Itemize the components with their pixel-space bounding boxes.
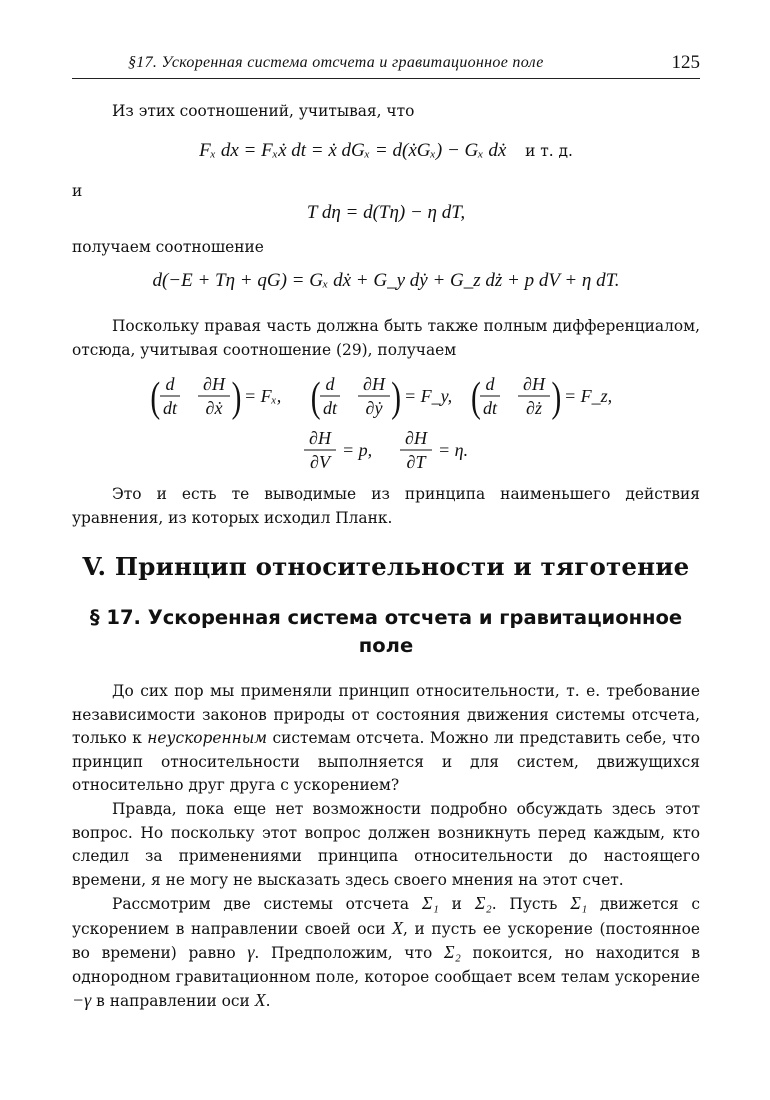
rhs-fz: = F_z,	[564, 386, 613, 406]
partial-ydot: ∂ẏ	[365, 398, 383, 418]
section-title: § 17. Ускоренная система отсчета и гравитационное поле	[89, 606, 683, 657]
partial-h-v: ∂H	[309, 428, 331, 448]
frac-d-x: d	[165, 374, 175, 394]
rhs-eta: = η.	[438, 440, 469, 460]
equation-entropy: T dη = d(Tη) − η dT,	[306, 202, 466, 223]
text-run: Рассмотрим две системы отсчета	[112, 895, 422, 913]
symbol-sigma-1: Σ₁	[421, 893, 439, 913]
partial-h-x: ∂H	[203, 374, 225, 394]
text-run: , и пусть ее ускорение (постоянное во времени) равно	[72, 919, 700, 963]
partial-t: ∂T	[406, 452, 426, 472]
frac-d-z: d	[485, 374, 495, 394]
paren-close: )	[551, 373, 562, 421]
text-run: покоится, но находится в однородном гравитационном поле, которое сообщает всем телам ускорение	[72, 944, 700, 986]
paragraph-relativity-end: системам отсчета. Можно ли представить себе, что принцип относительности выполняется и для систем, движущихся относительно друг друга с ускорением?	[72, 729, 700, 795]
text-run: движется с ускорением в направлении своей оси	[72, 895, 700, 938]
paren-open: (	[471, 373, 481, 421]
text-run: в направлении оси	[91, 992, 255, 1011]
chapter-title: V. Принцип относительности и тяготение	[82, 552, 690, 581]
equation-force-work	[72, 140, 700, 162]
partial-v: ∂V	[310, 452, 330, 472]
paragraph-systems	[72, 892, 700, 1014]
text-run: . Пусть	[491, 895, 571, 913]
paragraph-planck: Это и есть те выводимые из принципа наименьшего действия уравнения, из которых исходил Планк.	[72, 485, 700, 527]
paragraph-intro: Из этих соотношений, учитывая, что	[112, 102, 415, 120]
rhs-fx: = Fₓ,	[244, 386, 282, 406]
rhs-fy: = F_y,	[404, 386, 453, 406]
paragraph-obtain: получаем соотношение	[72, 238, 264, 256]
rhs-p: = p,	[342, 440, 373, 460]
page-number: 125	[671, 52, 700, 73]
equation-force-work-body: Fₓ dx = Fₓẋ dt = ẋ dGₓ = d(ẋGₓ) − Gₓ dẋ	[199, 140, 507, 161]
equation-differential: d(−E + Tη + qG) = Gₓ dẋ + G_y dẏ + G_z dż + p dV + η dT.	[152, 270, 620, 291]
period: .	[265, 992, 271, 1011]
partial-h-z: ∂H	[523, 374, 545, 394]
symbol-neg-gamma: −γ	[72, 990, 92, 1011]
partial-h-t: ∂H	[405, 428, 427, 448]
conjunction-and: и	[72, 182, 83, 200]
partial-h-y: ∂H	[363, 374, 385, 394]
symbol-gamma: γ	[247, 942, 255, 963]
emphasis-unaccelerated: неускоренным	[147, 729, 268, 748]
text-run: . Предположим, что	[254, 944, 444, 963]
paragraph-differential: Поскольку правая часть должна быть также полным дифференциалом, отсюда, учитывая соотношение (29), получаем	[72, 317, 700, 359]
frac-dt-z: dt	[482, 398, 498, 418]
running-head	[72, 50, 700, 79]
paren-close: )	[231, 373, 242, 421]
equation-force-work-suffix: и т. д.	[525, 142, 573, 160]
frac-d-y: d	[325, 374, 335, 394]
paren-open: (	[150, 373, 161, 421]
partial-xdot: ∂ẋ	[205, 398, 223, 418]
symbol-x-axis: X	[254, 990, 266, 1011]
running-head-title: §17. Ускоренная система отсчета и гравитационное поле	[128, 54, 544, 71]
frac-dt-x: dt	[162, 398, 178, 418]
paragraph-opinion: Правда, пока еще нет возможности подробно обсуждать здесь этот вопрос. Но поскольку этот вопрос должен возникнуть перед каждым, кто следил за применениями принципа относительности до настоящего времени, я не могу не высказать здесь своего мнения на этот счет.	[72, 800, 700, 889]
equations-partial-derivatives	[72, 370, 700, 480]
symbol-sigma-2: Σ₂	[474, 893, 492, 913]
paren-open: (	[310, 373, 321, 421]
paragraph-relativity	[72, 680, 700, 798]
symbol-x-axis: X	[392, 917, 404, 938]
frac-dt-y: dt	[322, 398, 338, 418]
text-run: и	[438, 895, 475, 913]
paren-close: )	[391, 373, 401, 421]
symbol-sigma-1: Σ₁	[570, 893, 588, 913]
symbol-sigma-2: Σ₂	[443, 942, 461, 963]
paragraph-relativity-start: До сих пор мы применяли принцип относительности, т. е. требование независимости законов природы от состояния движения системы отсчета, только к	[72, 682, 700, 748]
partial-zdot: ∂ż	[526, 398, 542, 418]
